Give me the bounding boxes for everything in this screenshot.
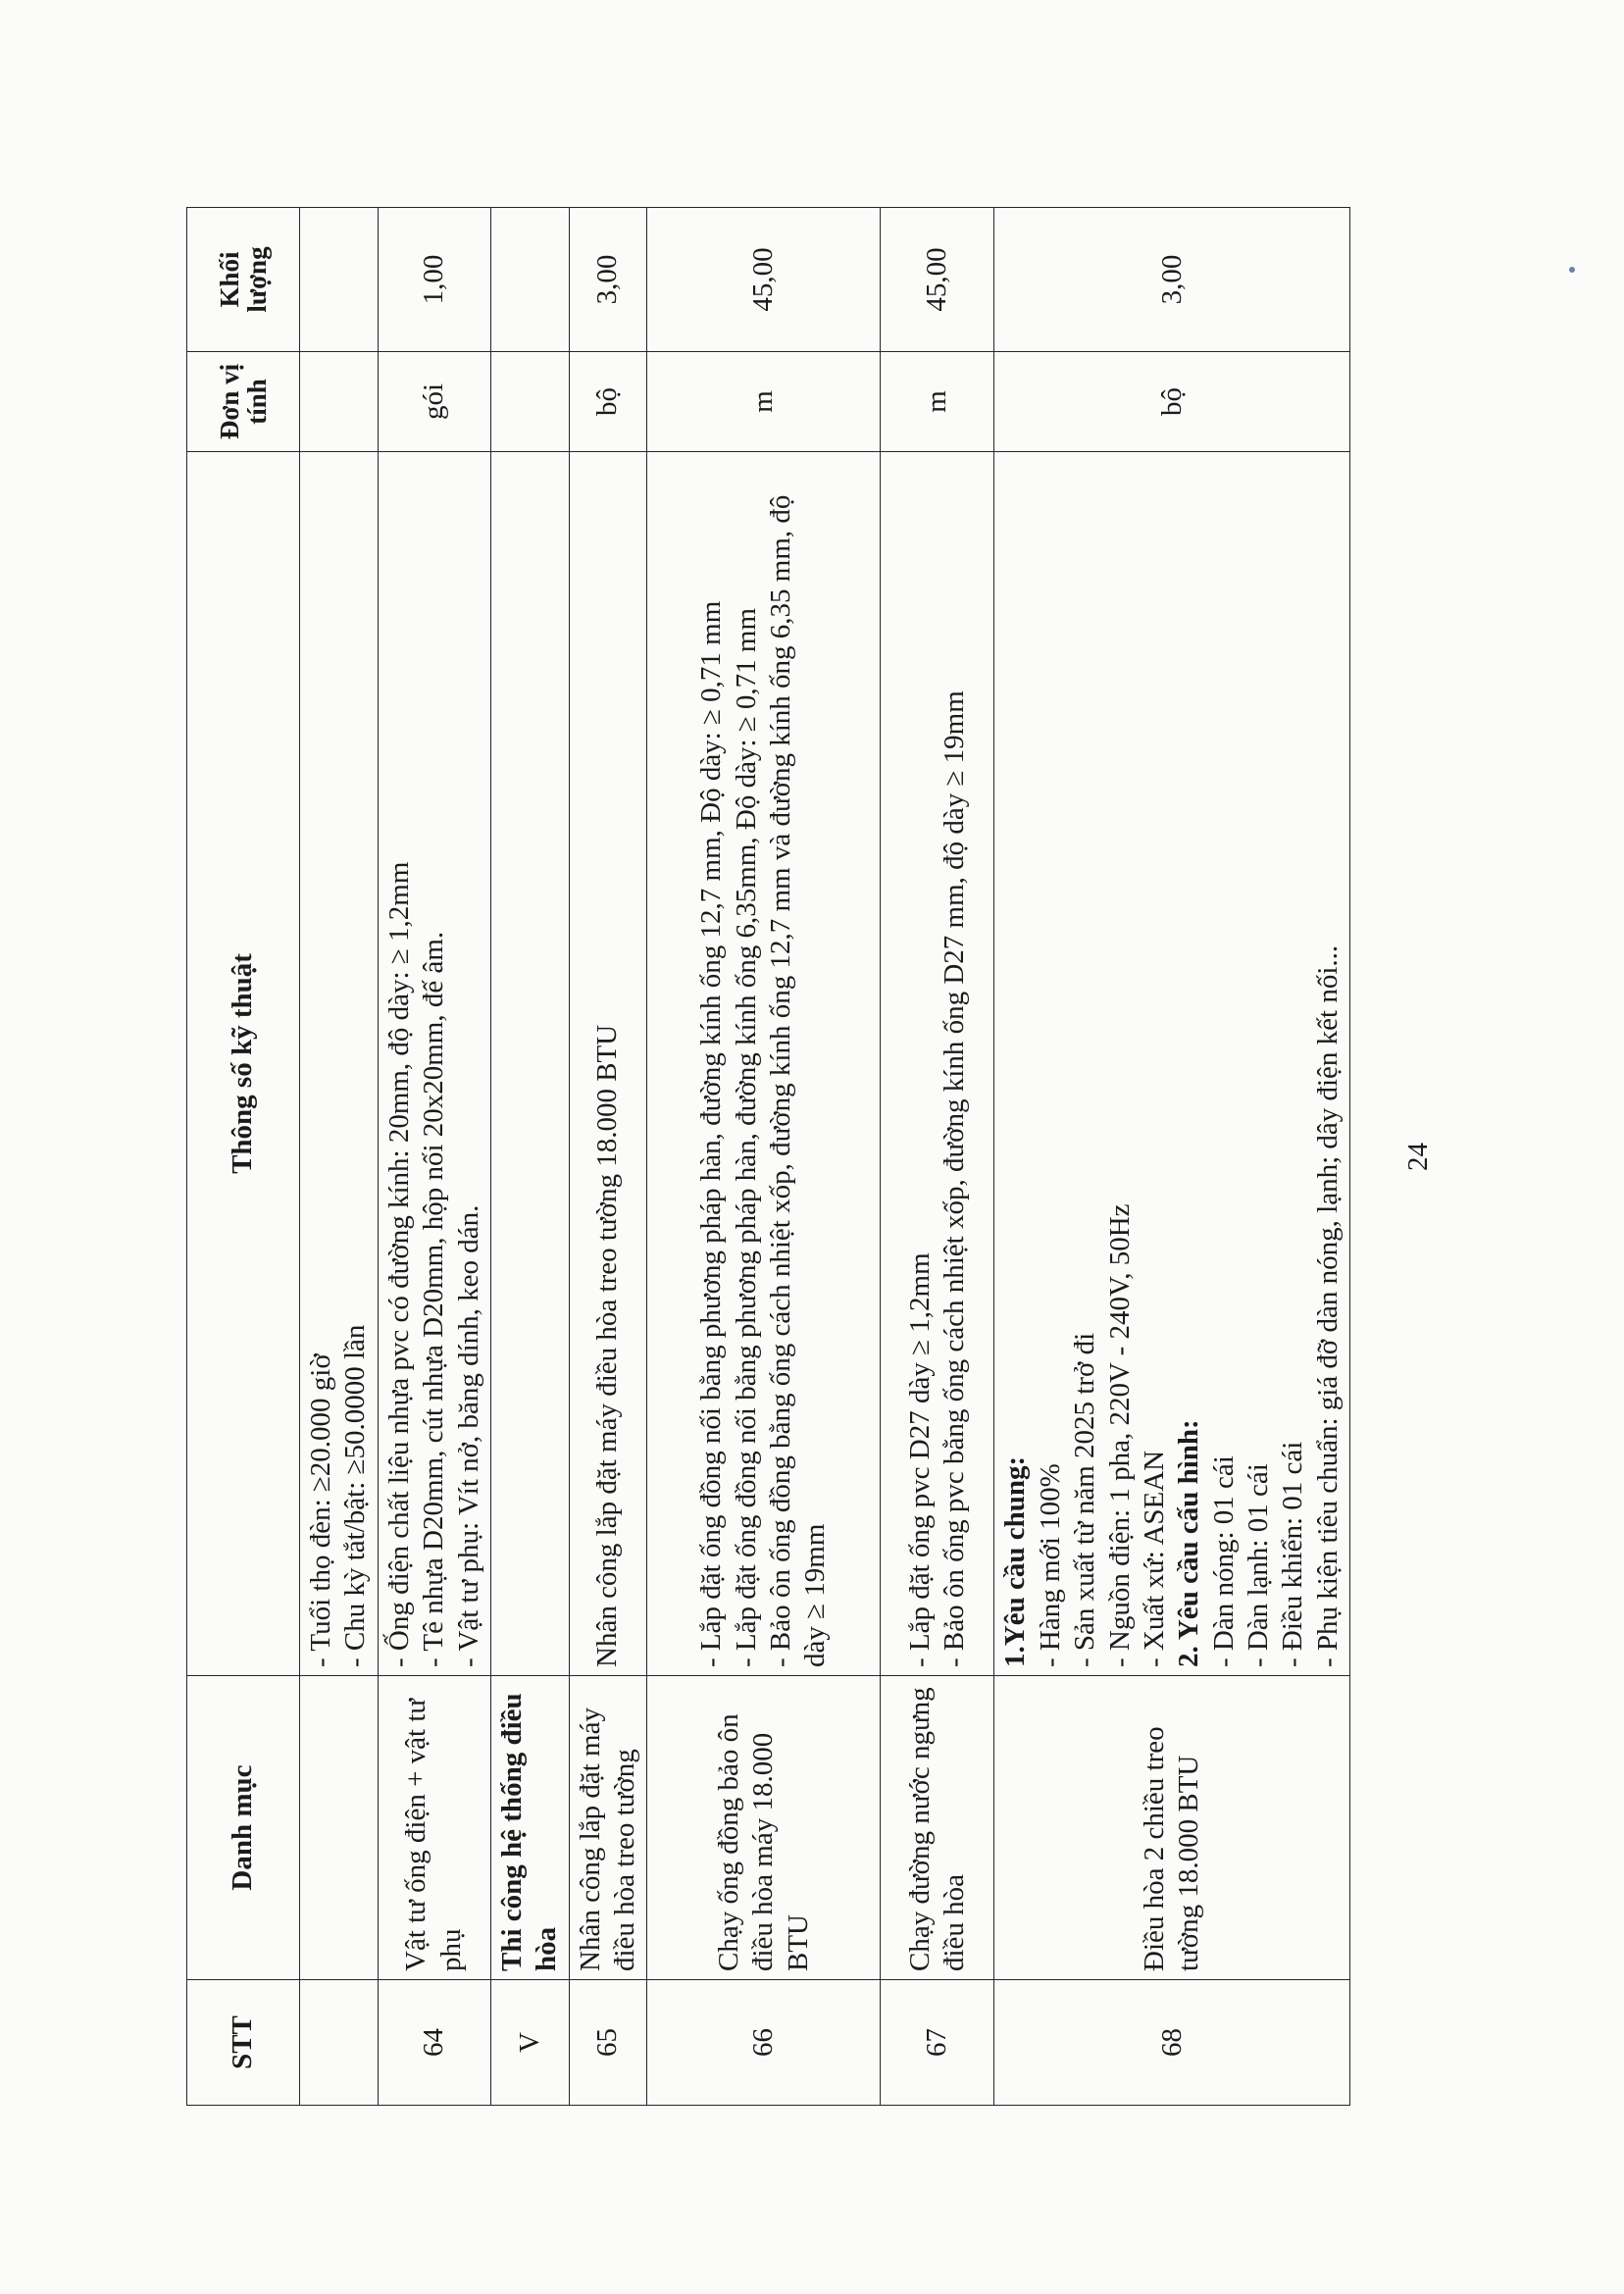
row-unit: m <box>647 352 881 452</box>
row-qty <box>490 208 569 352</box>
table-row <box>647 208 881 2106</box>
section-title: Thi công hệ thống điều hòa <box>490 1676 569 1980</box>
table-row <box>994 208 1350 2106</box>
row-name: Chạy ống đồng bảo ôn điều hòa máy 18.000 BTU <box>647 1676 881 1980</box>
row-stt: 68 <box>994 1980 1350 2106</box>
row-qty: 45,00 <box>647 208 881 352</box>
spec-line: Nhân công lắp đặt máy điều hòa treo tường 18.000 BTU <box>591 1024 624 1667</box>
spec-line: - Phụ kiện tiêu chuẩn: giá đỡ dàn nóng, lạnh; dây điện kết nối... <box>1311 944 1344 1667</box>
row-name: Điều hòa 2 chiều treo tường 18.000 BTU <box>994 1676 1350 1980</box>
table-row <box>490 208 569 2106</box>
row-unit <box>490 352 569 452</box>
row-spec <box>378 452 490 1676</box>
row-spec <box>881 452 994 1676</box>
spec-line: - Hàng mới 100% <box>1034 1463 1066 1667</box>
row-name: Chạy đường nước ngưng điều hòa <box>881 1676 994 1980</box>
spec-table <box>186 207 1350 2106</box>
spec-line: - Nguồn điện: 1 pha, 220V - 240V, 50Hz <box>1103 1203 1136 1667</box>
spec-line: - Điều khiển: 01 cái <box>1277 1441 1309 1667</box>
row-name: Vật tư ống điện + vật tư phụ <box>378 1676 490 1980</box>
spec-line: - Lắp đặt ống đồng nối bằng phương pháp hàn, đường kính ống 6,35mm, Độ dày: ≥ 0,71 mm <box>730 607 762 1667</box>
row-qty: 45,00 <box>881 208 994 352</box>
spec-line: - Bảo ôn ống đồng bằng ống cách nhiệt xốp, đường kính ống 12,7 mm và đường kính ống 6,35 mm, độ dày ≥ 19mm <box>764 494 832 1667</box>
row-spec <box>300 452 379 1676</box>
page-number: 24 <box>1402 1143 1434 1171</box>
spec-line: - Lắp đặt ống pvc D27 dày ≥ 1,2mm <box>903 1252 936 1667</box>
row-name: Nhân công lắp đặt máy điều hòa treo tường <box>569 1676 647 1980</box>
table-row <box>300 208 379 2106</box>
spec-line: - Xuất xứ: ASEAN <box>1138 1450 1170 1667</box>
spec-line: - Lắp đặt ống đồng nối bằng phương pháp hàn, đường kính ống 12,7 mm, Độ dày: ≥ 0,71 mm <box>695 600 728 1667</box>
spec-line: - Chu kỳ tắt/bật: ≥50.0000 lần <box>339 1324 372 1667</box>
table-row <box>569 208 647 2106</box>
row-unit: bộ <box>569 352 647 452</box>
header-name: Danh mục <box>187 1676 300 1980</box>
row-spec <box>490 452 569 1676</box>
row-unit: gói <box>378 352 490 452</box>
spec-line: - Tuổi thọ đèn: ≥20.000 giờ <box>305 1353 336 1667</box>
row-qty <box>300 208 379 352</box>
scan-speck <box>1569 267 1575 273</box>
header-qty: Khối lượng <box>187 208 300 352</box>
header-row <box>187 208 300 2106</box>
row-stt: 65 <box>569 1980 647 2106</box>
row-unit: m <box>881 352 994 452</box>
spec-line: - Bảo ôn ống pvc bằng ống cách nhiệt xốp, đường kính ống D27 mm, độ dày ≥ 19mm <box>938 690 970 1667</box>
row-spec <box>647 452 881 1676</box>
row-name <box>300 1676 379 1980</box>
spec-heading: 1.Yêu cầu chung: <box>999 1455 1032 1667</box>
row-unit: bộ <box>994 352 1350 452</box>
row-qty: 3,00 <box>569 208 647 352</box>
spec-line: - Tê nhựa D20mm, cút nhựa D20mm, hộp nối 20x20mm, đế âm. <box>418 931 450 1667</box>
row-stt: 64 <box>378 1980 490 2106</box>
row-unit <box>300 352 379 452</box>
rotated-page <box>186 208 1434 2106</box>
row-stt: 67 <box>881 1980 994 2106</box>
row-stt: V <box>490 1980 569 2106</box>
row-spec <box>994 452 1350 1676</box>
row-stt: 66 <box>647 1980 881 2106</box>
header-stt: STT <box>187 1980 300 2106</box>
header-spec: Thông số kỹ thuật <box>187 452 300 1676</box>
spec-line: - Dàn lạnh: 01 cái <box>1243 1463 1274 1667</box>
row-qty: 3,00 <box>994 208 1350 352</box>
spec-line: - Dàn nóng: 01 cái <box>1207 1455 1240 1667</box>
row-qty: 1,00 <box>378 208 490 352</box>
table-row <box>881 208 994 2106</box>
spec-heading: 2. Yêu cầu cấu hình: <box>1173 1419 1205 1667</box>
spec-line: - Vật tư phụ: Vít nở, băng dính, keo dán. <box>452 1204 484 1667</box>
row-stt <box>300 1980 379 2106</box>
header-unit: Đơn vị tính <box>187 352 300 452</box>
row-spec <box>569 452 647 1676</box>
spec-line: - Ống điện chất liệu nhựa pvc có đường kính: 20mm, độ dày: ≥ 1,2mm <box>382 861 415 1667</box>
table-row <box>378 208 490 2106</box>
spec-line: - Sản xuất từ năm 2025 trở đi <box>1069 1332 1101 1667</box>
